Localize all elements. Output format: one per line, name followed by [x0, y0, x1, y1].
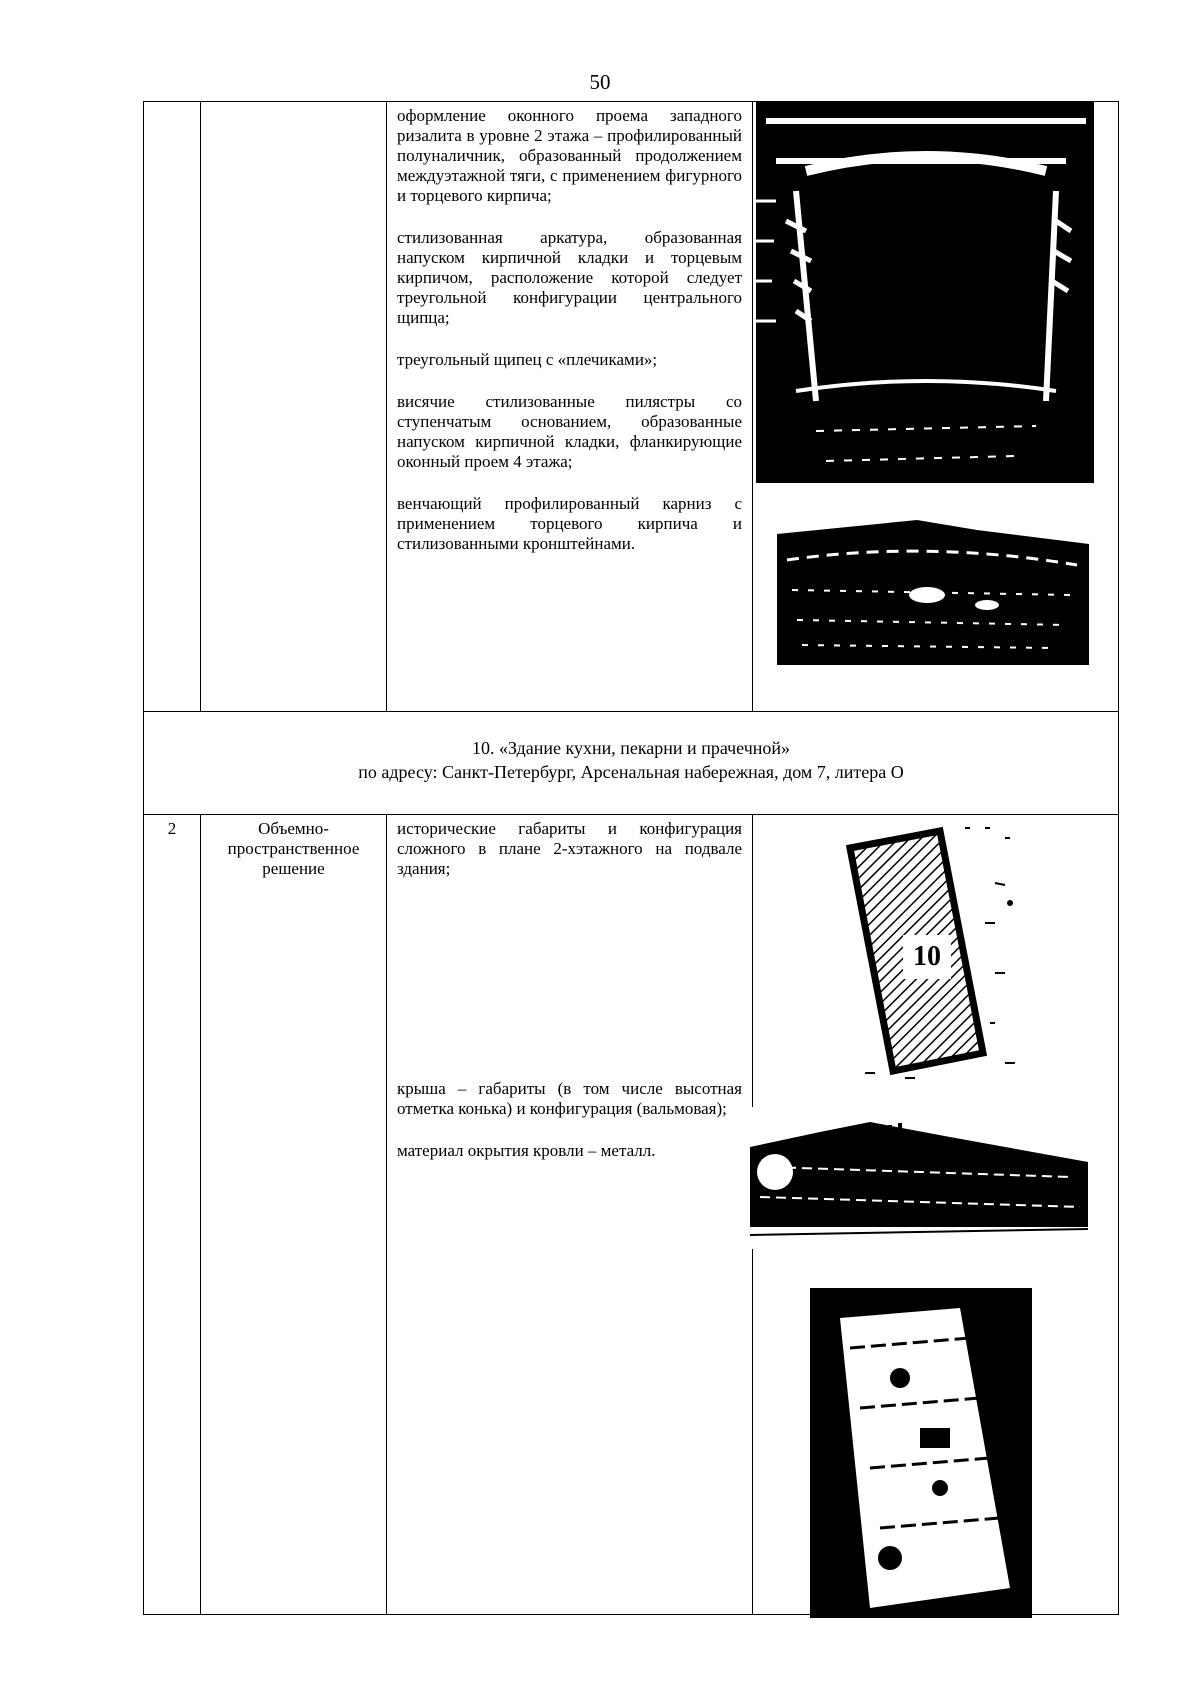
row-number: 2: [144, 815, 201, 1615]
feature-text: крыша – габариты (в том числе высотная отметка конька) и конфигурация (вальмовая);: [397, 1079, 742, 1118]
features-cell: [387, 102, 753, 712]
site-plan-map: [845, 823, 1020, 1083]
section-address: по адресу: Санкт-Петербург, Арсенальная набережная, дом 7, литера О: [358, 762, 904, 782]
feature-text: венчающий профилированный карниз с применением торцевого кирпича и стилизованными кронштейнами.: [397, 494, 742, 553]
page-number: 50: [589, 70, 611, 94]
section-heading-row: [144, 712, 1119, 815]
feature-text: оформление оконного проема западного ризалита в уровне 2 этажа – профилированный полуналичник, образованный продолжением междуэтажной тяги, с применением фигурного и торцевого кирпича;: [397, 106, 742, 205]
feature-text: стилизованная аркатура, образованная напуском кирпичной кладки и торцевым кирпичом, расположение которой следует треугольной конфигурации центрального щипца;: [397, 228, 742, 327]
building-street-photo: [750, 1107, 1088, 1249]
feature-text: исторические габариты и конфигурация сложного в плане 2-хэтажного на подвале здания;: [397, 819, 742, 878]
features-cell: [387, 815, 753, 1615]
category-cell: [201, 102, 387, 712]
row-number-cell: [144, 102, 201, 712]
building-number: 10: [913, 941, 941, 972]
feature-text: висячие стилизованные пилястры со ступенчатым основанием, образованные напуском кирпичной кладки, фланкирующие оконный проем 4 этажа;: [397, 392, 742, 471]
aerial-photo: [810, 1288, 1032, 1618]
feature-text: треугольный щипец с «плечиками»;: [397, 350, 658, 369]
category-label: Объемно-пространственное решение: [201, 815, 387, 1615]
feature-text: материал окрытия кровли – металл.: [397, 1141, 656, 1160]
section-heading: [144, 712, 1119, 815]
facade-window-photo: [756, 101, 1094, 483]
section-title: 10. «Здание кухни, пекарни и прачечной»: [471, 738, 791, 758]
gable-cornice-photo: [777, 520, 1089, 665]
